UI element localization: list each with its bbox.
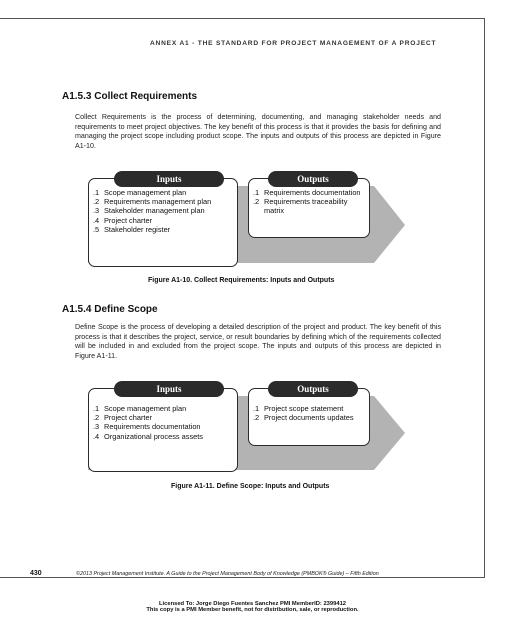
inputs-list — [93, 404, 233, 441]
list-item: .1 Requirements documentation — [253, 188, 361, 197]
top-rule — [0, 18, 485, 19]
section-title-collect-requirements: A1.5.3 Collect Requirements — [62, 91, 198, 102]
running-header: ANNEX A1 - THE STANDARD FOR PROJECT MANAGEMENT OF A PROJECT — [150, 40, 437, 47]
figure-caption: Figure A1-11. Define Scope: Inputs and Outputs — [171, 483, 330, 490]
outputs-tab: Outputs — [268, 171, 358, 187]
list-item: .2 Project documents updates — [253, 413, 354, 423]
list-item: .2 Requirements management plan — [93, 197, 212, 207]
bottom-rule — [0, 577, 485, 578]
list-item: .5 Stakeholder register — [93, 224, 171, 234]
outputs-list — [253, 188, 365, 216]
figure-define-scope — [84, 380, 406, 476]
inputs-tab: Inputs — [114, 381, 224, 397]
copyright-line: ©2013 Project Management Institute. A Guide to the Project Management Body of Knowledge (PMBOK® Guide) – Fifth Edition — [76, 571, 379, 577]
section-paragraph-define-scope: Define Scope is the process of developing a detailed description of the project and product. The key benefit of this process is that it describes the project, service, or result boundaries by defining which of the requirements collected will be included in and excluded from the project scope. The inputs and outputs of this process are depicted in Figure A1-11. — [75, 323, 441, 360]
list-item: .3 Requirements documentation — [93, 422, 201, 432]
right-rule — [484, 18, 485, 578]
list-item: .4 Organizational process assets — [93, 431, 204, 441]
inputs-tab: Inputs — [114, 171, 224, 187]
list-item: .3 Stakeholder management plan — [93, 206, 205, 216]
list-item: .1 Project scope statement — [253, 404, 344, 413]
outputs-tab: Outputs — [268, 381, 358, 397]
license-line-2: This copy is a PMI Member benefit, not for distribution, sale, or reproduction. — [146, 607, 359, 613]
list-item: .1 Scope management plan — [93, 404, 187, 413]
list-item: .2 Requirements traceability matrix — [253, 197, 348, 216]
section-title-define-scope: A1.5.4 Define Scope — [62, 304, 158, 315]
list-item: .4 Project charter — [93, 215, 153, 225]
page-number: 430 — [30, 570, 42, 577]
figure-collect-requirements — [84, 170, 406, 270]
outputs-list — [253, 404, 365, 422]
figure-caption: Figure A1-10. Collect Requirements: Inputs and Outputs — [148, 277, 335, 284]
inputs-list — [93, 188, 233, 234]
list-item: .2 Project charter — [93, 413, 153, 423]
section-paragraph-collect-requirements: Collect Requirements is the process of determining, documenting, and managing stakeholder needs and requirements to meet project objectives. The key benefit of this process is that it provides the basis for defining and managing the project scope including product scope. The inputs and outputs of this process are depicted in Figure A1-10. — [75, 113, 441, 150]
list-item: .1 Scope management plan — [93, 188, 187, 197]
license-line-1: Licensed To: Jorge Diego Fuentes Sanchez PMI MemberID: 2399412 — [158, 601, 347, 607]
